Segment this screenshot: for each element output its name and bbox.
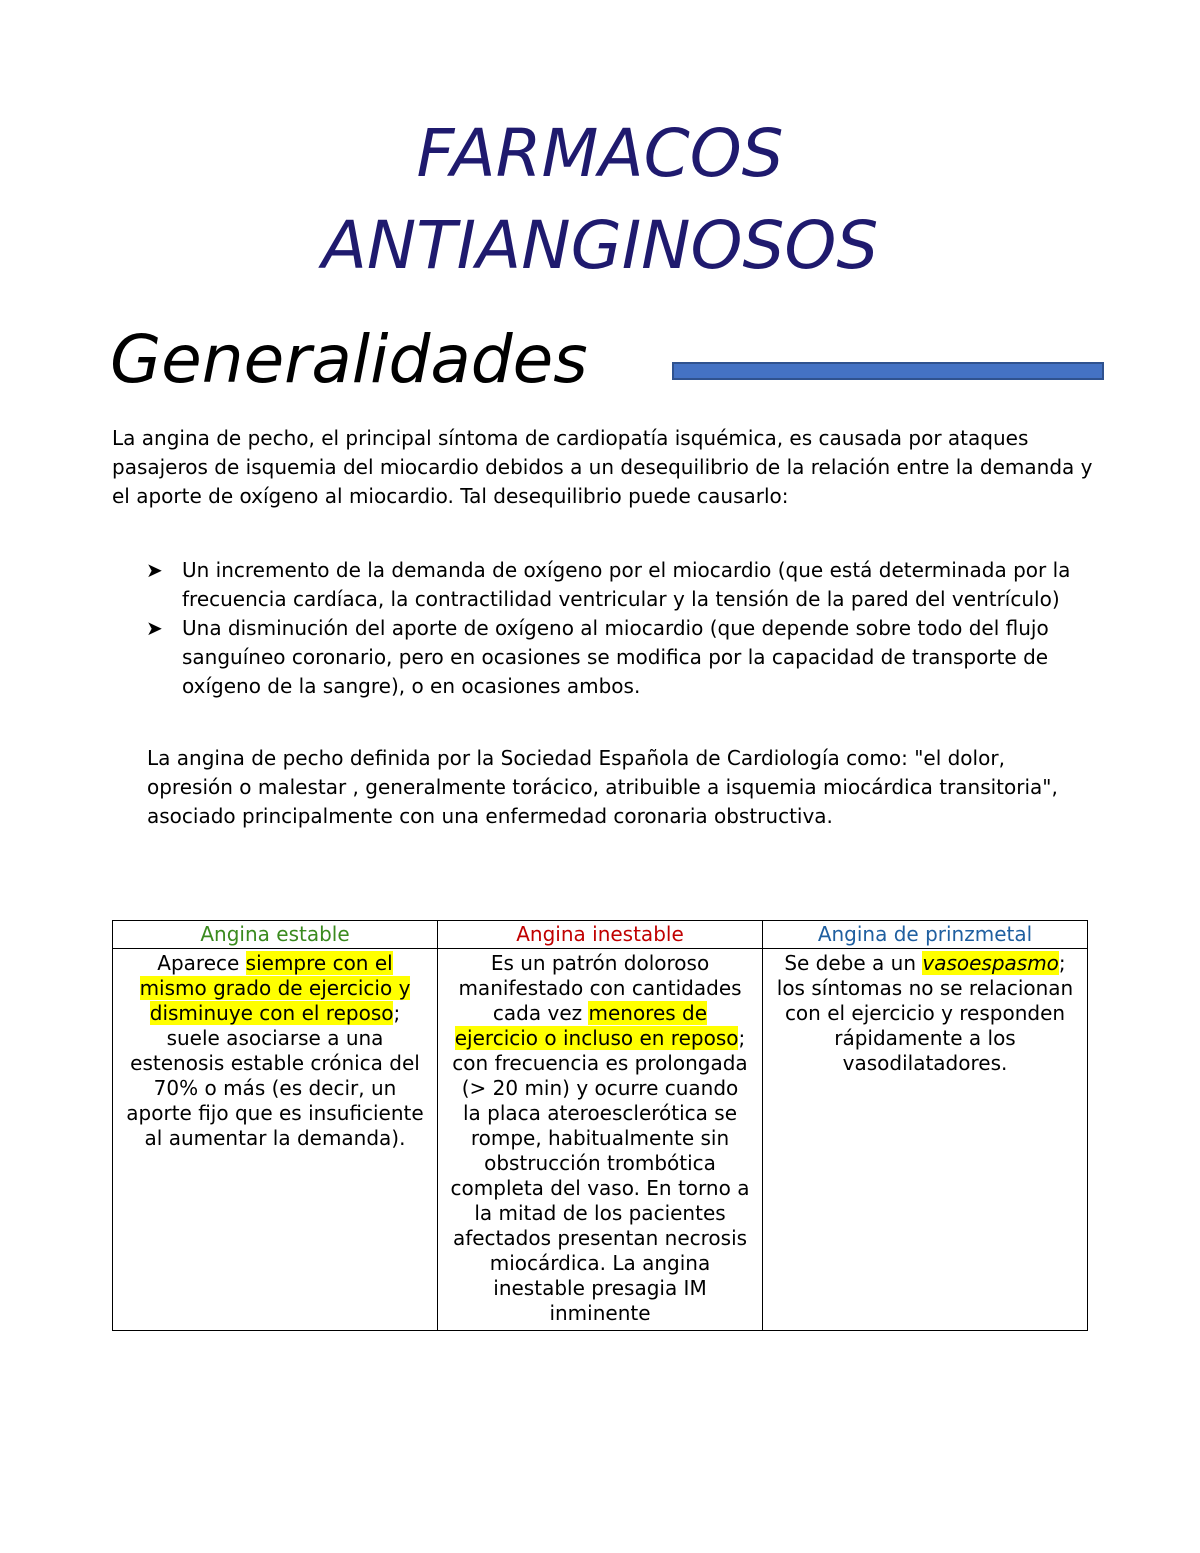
header-angina-estable: Angina estable: [113, 921, 438, 949]
cell-angina-estable: [113, 949, 438, 1331]
list-item-text: Un incremento de la demanda de oxígeno por el miocardio (que está determinada por la frecuencia cardíaca, la contractilidad ventricular y la tensión de la pared del ventrículo): [182, 558, 1071, 611]
angina-comparison-table: [112, 920, 1088, 1331]
intro-paragraph: La angina de pecho, el principal síntoma de cardiopatía isquémica, es causada por ataques pasajeros de isquemia del miocardio debidos a un desequilibrio de la relación entre la demanda y el aporte de oxígeno al miocardio. Tal desequilibrio puede causarlo:: [112, 426, 1093, 508]
title-line-1: FARMACOS: [416, 115, 784, 192]
cell-text-pre: Se debe a un: [784, 951, 923, 975]
cell-text-post: ; con frecuencia es prolongada (> 20 min) y ocurre cuando la placa ateroesclerótica se rompe, habitualmente sin obstrucción trombótica completa del vaso. En torno a la mitad de los pacientes afectados presentan necrosis miocárdica. La angina inestable presagia IM inminente: [450, 1026, 750, 1325]
arrowhead-bullet-icon: ➤: [146, 616, 163, 640]
highlighted-text: menores de ejercicio o incluso en reposo: [454, 1001, 739, 1050]
cell-text-pre: Es un patrón doloroso manifestado con cantidades cada vez: [458, 951, 742, 1025]
definition-paragraph: La angina de pecho definida por la Sociedad Española de Cardiología como: "el dolor, opresión o malestar , generalmente torácico, atribuible a isquemia miocárdica transitoria", asociado principalmente con una enfermedad coronaria obstructiva.: [147, 746, 1058, 828]
table-row: [113, 949, 1088, 1331]
heading-decorative-rule: [672, 362, 1104, 380]
cell-angina-prinzmetal: [763, 949, 1088, 1331]
document-title: [0, 108, 1200, 292]
cell-angina-inestable: [438, 949, 763, 1331]
title-line-2: ANTIANGINOSOS: [321, 207, 879, 284]
highlighted-text: vasoespasmo: [922, 951, 1059, 975]
list-item-text: Una disminución del aporte de oxígeno al miocardio (que depende sobre todo del flujo sanguíneo coronario, pero en ocasiones se modifica por la capacidad de transporte de oxígeno de la sangre), o en ocasiones ambos.: [182, 616, 1049, 698]
highlighted-text: siempre con el mismo grado de ejercicio y disminuye con el reposo: [139, 951, 411, 1025]
cell-text-pre: Aparece: [157, 951, 246, 975]
table-header-row: [113, 921, 1088, 949]
arrowhead-bullet-icon: ➤: [146, 558, 163, 582]
cell-text-post: ; los síntomas no se relacionan con el ejercicio y responden rápidamente a los vasodilatadores.: [776, 951, 1074, 1075]
cause-list: [146, 556, 1096, 701]
header-angina-prinzmetal: Angina de prinzmetal: [763, 921, 1088, 949]
list-item: [146, 556, 1096, 614]
list-item: [146, 614, 1096, 701]
header-angina-inestable: Angina inestable: [438, 921, 763, 949]
section-heading: Generalidades: [110, 321, 588, 398]
cell-text-post: ; suele asociarse a una estenosis estable crónica del 70% o más (es decir, un aporte fijo que es insuficiente al aumentar la demanda).: [126, 1001, 424, 1150]
